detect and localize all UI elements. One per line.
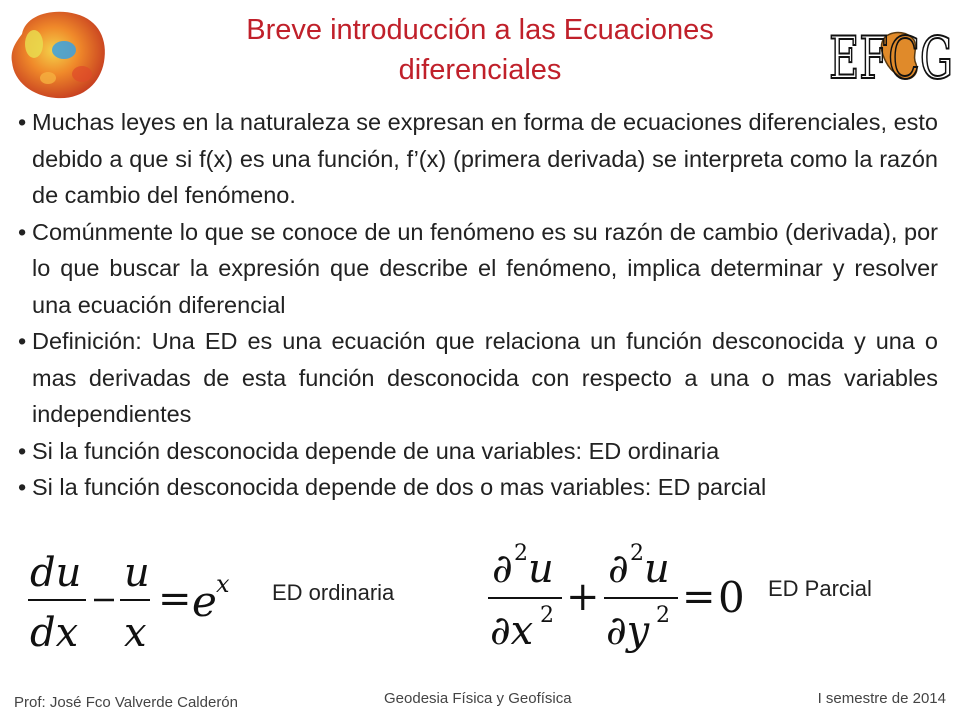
bullet-list: [20, 104, 938, 506]
svg-text:2: 2: [630, 541, 644, 566]
svg-text:2: 2: [514, 541, 528, 566]
ordinary-equation: [26, 548, 266, 658]
svg-text:=: =: [682, 574, 716, 620]
svg-text:∂x: ∂x: [490, 608, 534, 654]
ordinary-label: ED ordinaria: [272, 580, 395, 605]
svg-text:u: u: [644, 546, 670, 592]
svg-text:∂y: ∂y: [606, 608, 650, 654]
bullet-item: • Si la función desconocida depende de una variables: ED ordinaria: [20, 433, 938, 470]
slide-title: [130, 10, 830, 90]
svg-text:∂: ∂: [608, 546, 629, 592]
title-line-1: Breve introducción a las Ecuaciones: [246, 14, 714, 46]
footer-course: Geodesia Física y Geofísica: [384, 690, 572, 707]
logo-text: EFCG: [829, 24, 953, 92]
partial-equation: [486, 536, 746, 660]
footer-semester: I semestre de 2014: [817, 690, 946, 707]
partial-label: ED Parcial: [768, 576, 872, 601]
svg-text:2: 2: [540, 603, 554, 628]
svg-text:e: e: [192, 577, 217, 626]
title-line-2: diferenciales: [398, 54, 562, 86]
svg-text:x: x: [216, 570, 230, 598]
efcg-logo: [826, 12, 956, 98]
svg-text:dx: dx: [30, 610, 79, 656]
bullet-item: • Comúnmente lo que se conoce de un fenómeno es su razón de cambio (derivada), por lo que buscar la expresión que describe el fenómeno, implica determinar y resolver una ecuación diferencial: [20, 214, 938, 324]
bullet-item: • Si la función desconocida depende de dos o mas variables: ED parcial: [20, 469, 938, 506]
svg-text:x: x: [124, 610, 147, 656]
svg-text:+: +: [566, 574, 600, 620]
bullet-item: • Muchas leyes en la naturaleza se expresan en forma de ecuaciones diferenciales, esto debido a que si f(x) es una función, f’(x) (primera derivada) se interpreta como la razón de cambio del fenómeno.: [20, 104, 938, 214]
bullet-item: • Definición: Una ED es una ecuación que relaciona un función desconocida y una o mas derivadas de esta función desconocida con respecto a una o mas variables independientes: [20, 323, 938, 433]
svg-text:du: du: [30, 550, 82, 596]
svg-text:u: u: [124, 550, 150, 596]
svg-text:0: 0: [718, 573, 745, 622]
svg-text:u: u: [528, 546, 554, 592]
geoid-image: [4, 4, 114, 104]
footer-author: Prof: José Fco Valverde Calderón: [14, 694, 238, 711]
svg-text:=: =: [158, 576, 192, 622]
svg-text:2: 2: [656, 603, 670, 628]
svg-text:∂: ∂: [492, 546, 513, 592]
